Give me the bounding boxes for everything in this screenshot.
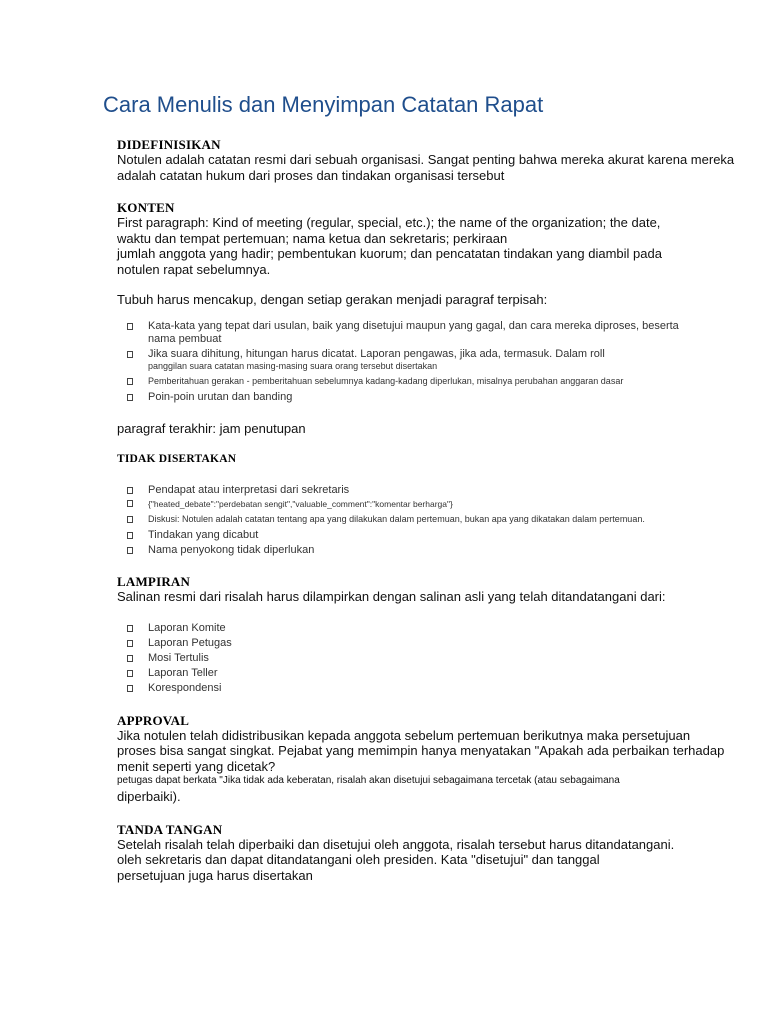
text-line: Notulen adalah catatan resmi dari sebuah organisasi. Sangat penting bahwa mereka akurat karena mereka [117, 152, 735, 167]
page-title: Cara Menulis dan Menyimpan Catatan Rapat [103, 92, 544, 117]
document-body [117, 137, 757, 883]
text-line: diperbaiki). [117, 789, 181, 804]
closing-paragraph: paragraf terakhir: jam penutupan [117, 420, 306, 436]
checkbox-bullet-icon [127, 640, 133, 647]
content-bullet-list [117, 320, 757, 404]
list-item-text: Mosi Tertulis [148, 651, 209, 664]
text-line: waktu dan tempat pertemuan; nama ketua dan sekretaris; perkiraan [117, 230, 508, 246]
text-line: notulen rapat sebelumnya. [117, 261, 271, 277]
section-heading-approval: APPROVAL [117, 712, 190, 728]
list-item [127, 622, 757, 635]
text-line: jumlah anggota yang hadir; pembentukan kuorum; dan pencatatan tindakan yang diambil pada [117, 246, 662, 261]
checkbox-bullet-icon [127, 547, 133, 554]
definition-paragraph [117, 152, 757, 183]
list-item [127, 376, 757, 387]
section-heading-lampiran: LAMPIRAN [117, 574, 191, 589]
list-item [127, 682, 757, 695]
attachment-intro: Salinan resmi dari risalah harus dilampirkan dengan salinan asli yang telah ditandatangani dari: [117, 589, 666, 604]
excluded-bullet-list [117, 484, 757, 557]
list-item [127, 499, 757, 509]
checkbox-bullet-icon [127, 685, 133, 692]
list-item [127, 484, 757, 497]
checkbox-bullet-icon [127, 625, 133, 632]
list-item [127, 348, 757, 372]
list-item-text: Laporan Teller [148, 666, 218, 679]
list-item-text: Laporan Petugas [148, 636, 232, 649]
list-item-text: Poin-poin urutan dan banding [148, 390, 293, 403]
list-item [127, 637, 757, 650]
section-heading-konten: KONTEN [117, 200, 175, 215]
checkbox-bullet-icon [127, 655, 133, 662]
approval-paragraph [117, 728, 757, 805]
list-item-text: Jika suara dihitung, hitungan harus dicatat. Laporan pengawas, jika ada, termasuk. Dalam roll [148, 347, 605, 360]
list-item [127, 514, 757, 525]
text-line: persetujuan juga harus disertakan [117, 867, 313, 883]
attachment-bullet-list [117, 622, 757, 695]
list-item-text: Tindakan yang dicabut [148, 529, 259, 541]
checkbox-bullet-icon [127, 500, 133, 507]
text-line: menit seperti yang dicetak? [117, 758, 276, 774]
list-item [127, 667, 757, 680]
checkbox-bullet-icon [127, 323, 133, 330]
list-item-text: Diskusi: Notulen adalah catatan tentang apa yang dilakukan dalam pertemuan, bukan apa yang dikatakan dalam pertemuan. [148, 514, 645, 524]
list-item-text: Pendapat atau interpretasi dari sekretaris [148, 484, 350, 496]
list-item-text: Pemberitahuan gerakan - pemberitahuan sebelumnya kadang-kadang diperlukan, misalnya perubahan anggaran dasar [148, 375, 624, 386]
content-paragraph [117, 215, 757, 277]
list-item-text: nama pembuat [148, 332, 222, 345]
list-item [127, 652, 757, 665]
checkbox-bullet-icon [127, 351, 133, 358]
text-line: Setelah risalah telah diperbaiki dan disetujui oleh anggota, risalah tersebut harus ditandatangani. [117, 836, 675, 852]
checkbox-bullet-icon [127, 532, 133, 539]
text-line: adalah catatan hukum dari proses dan tindakan organisasi tersebut [117, 167, 505, 183]
list-item [127, 529, 757, 542]
list-item [127, 391, 757, 404]
list-item-text: Laporan Komite [148, 621, 226, 634]
checkbox-bullet-icon [127, 378, 133, 385]
list-item [127, 544, 757, 557]
section-heading-tanda-tangan: TANDA TANGAN [117, 821, 223, 837]
checkbox-bullet-icon [127, 487, 133, 494]
list-item-text: {"heated_debate":"perdebatan sengit","valuable_comment":"komentar berharga"} [148, 499, 453, 509]
list-item-text: Korespondensi [148, 681, 222, 694]
list-item [127, 320, 757, 346]
text-line: petugas dapat berkata "Jika tidak ada keberatan, risalah akan disetujui sebagaimana tercetak (atau sebagaimana [117, 775, 620, 786]
list-item-text: Nama penyokong tidak diperlukan [148, 544, 315, 556]
text-line: proses bisa sangat singkat. Pejabat yang memimpin hanya menyatakan "Apakah ada perbaikan terhadap [117, 743, 725, 758]
text-line: oleh sekretaris dan dapat ditandatangani oleh presiden. Kata "disetujui" dan tanggal [117, 852, 600, 867]
signature-paragraph [117, 837, 757, 884]
checkbox-bullet-icon [127, 516, 133, 523]
list-item-text: panggilan suara catatan masing-masing suara orang tersebut disertakan [148, 360, 438, 371]
section-heading-didefinisikan: DIDEFINISIKAN [117, 137, 221, 152]
text-line: Jika notulen telah didistribusikan kepada anggota sebelum pertemuan berikutnya maka persetujuan [117, 727, 691, 743]
section-heading-tidak-disertakan: TIDAK DISERTAKAN [117, 453, 237, 465]
list-item-text: Kata-kata yang tepat dari usulan, baik yang disetujui maupun yang gagal, dan cara mereka diproses, beserta [148, 319, 679, 332]
text-line: First paragraph: Kind of meeting (regular, special, etc.); the name of the organization; the date, [117, 215, 661, 230]
checkbox-bullet-icon [127, 670, 133, 677]
checkbox-bullet-icon [127, 394, 133, 401]
body-intro: Tubuh harus mencakup, dengan setiap gerakan menjadi paragraf terpisah: [117, 292, 548, 307]
